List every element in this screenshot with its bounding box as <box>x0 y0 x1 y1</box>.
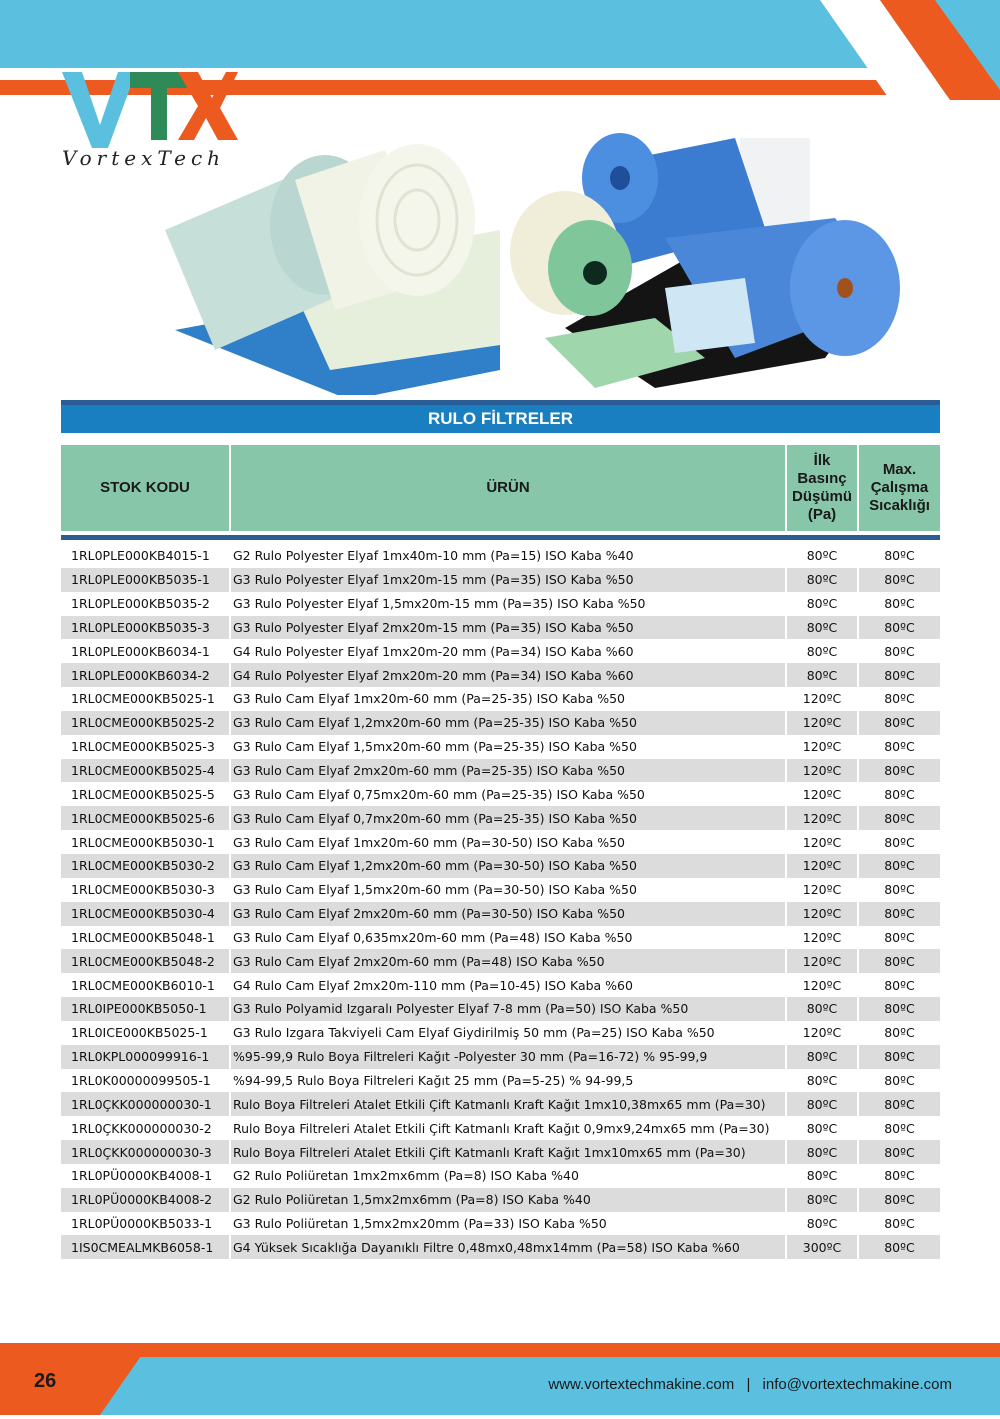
column-divider <box>785 663 787 687</box>
stock-code-cell: 1RL0CME000KB5025-6 <box>71 810 215 826</box>
max-temp-cell: 80ºC <box>884 1072 915 1088</box>
column-divider <box>857 1164 859 1188</box>
footer-page-tab <box>0 1343 150 1415</box>
column-divider <box>229 926 231 950</box>
column-divider <box>785 1140 787 1164</box>
stock-code-cell: 1RL0PLE000KB5035-2 <box>71 596 210 612</box>
column-divider <box>857 997 859 1021</box>
pressure-drop-cell: 80ºC <box>806 1001 838 1017</box>
max-temp-cell: 80ºC <box>884 929 915 945</box>
column-divider <box>857 711 859 735</box>
column-divider <box>229 1045 231 1069</box>
column-divider <box>785 639 787 663</box>
pressure-drop-cell: 300ºC <box>802 1239 842 1255</box>
pressure-drop-cell: 80ºC <box>806 572 838 588</box>
stock-code-cell: 1RL0CME000KB5025-4 <box>71 763 215 779</box>
table-row <box>61 1021 940 1045</box>
product-cell: G2 Rulo Polyester Elyaf 1mx40m-10 mm (Pa=15) ISO Kaba %40 <box>233 548 634 564</box>
table-row <box>61 639 940 663</box>
column-divider <box>229 1092 231 1116</box>
column-divider <box>229 639 231 663</box>
column-divider <box>785 544 787 568</box>
column-divider <box>857 878 859 902</box>
header-temp-line: Çalışma <box>870 479 929 496</box>
column-divider <box>229 759 231 783</box>
stock-code-cell: 1RL0CME000KB6010-1 <box>71 977 215 993</box>
table-row <box>61 711 940 735</box>
column-divider <box>785 830 787 854</box>
stock-code-cell: 1RL0PLE000KB5035-1 <box>71 572 210 588</box>
section-title-bar <box>61 400 940 433</box>
column-divider <box>785 854 787 878</box>
pressure-drop-cell: 80ºC <box>806 1144 838 1160</box>
column-divider <box>857 1092 859 1116</box>
product-cell: G3 Rulo Cam Elyaf 1,2mx20m-60 mm (Pa=25-35) ISO Kaba %50 <box>233 715 637 731</box>
column-divider <box>857 1116 859 1140</box>
column-divider <box>857 1212 859 1236</box>
product-cell: G3 Rulo Izgara Takviyeli Cam Elyaf Giydirilmiş 50 mm (Pa=25) ISO Kaba %50 <box>233 1025 715 1041</box>
stock-code-cell: 1RL0CME000KB5025-5 <box>71 786 215 802</box>
max-temp-cell: 80ºC <box>884 1192 915 1208</box>
table-row <box>61 1092 940 1116</box>
column-divider <box>785 949 787 973</box>
column-divider <box>229 997 231 1021</box>
pressure-drop-cell: 80ºC <box>806 1072 838 1088</box>
pressure-drop-cell: 120ºC <box>802 834 842 850</box>
max-temp-cell: 80ºC <box>884 786 915 802</box>
column-divider <box>785 687 787 711</box>
column-divider <box>229 1021 231 1045</box>
stock-code-cell: 1RL0CME000KB5048-1 <box>71 929 215 945</box>
pressure-drop-cell: 120ºC <box>802 739 842 755</box>
column-divider <box>229 1235 231 1259</box>
column-divider <box>857 687 859 711</box>
pressure-drop-cell: 80ºC <box>806 667 838 683</box>
column-divider <box>857 949 859 973</box>
stock-code-cell: 1RL0CME000KB5048-2 <box>71 953 215 969</box>
column-divider <box>857 759 859 783</box>
pressure-drop-cell: 80ºC <box>806 596 838 612</box>
table-row <box>61 902 940 926</box>
footer-band-orange <box>0 1343 1000 1357</box>
table-row <box>61 830 940 854</box>
max-temp-cell: 80ºC <box>884 834 915 850</box>
product-cell: G3 Rulo Polyester Elyaf 2mx20m-15 mm (Pa=35) ISO Kaba %50 <box>233 619 634 635</box>
product-cell: G3 Rulo Cam Elyaf 2mx20m-60 mm (Pa=30-50) ISO Kaba %50 <box>233 906 625 922</box>
column-divider <box>229 949 231 973</box>
stock-code-cell: 1RL0PLE000KB6034-1 <box>71 643 210 659</box>
pressure-drop-cell: 120ºC <box>802 786 842 802</box>
column-divider <box>229 663 231 687</box>
column-divider <box>785 973 787 997</box>
product-cell: G4 Rulo Polyester Elyaf 2mx20m-20 mm (Pa=34) ISO Kaba %60 <box>233 667 634 683</box>
pressure-drop-cell: 120ºC <box>802 763 842 779</box>
product-cell: G3 Rulo Cam Elyaf 0,7mx20m-60 mm (Pa=25-35) ISO Kaba %50 <box>233 810 637 826</box>
stock-code-cell: 1RL0IPE000KB5050-1 <box>71 1001 207 1017</box>
column-divider <box>229 544 231 568</box>
product-cell: G3 Rulo Cam Elyaf 1,2mx20m-60 mm (Pa=30-50) ISO Kaba %50 <box>233 858 637 874</box>
website-link[interactable]: www.vortextechmakine.com <box>548 1376 735 1393</box>
column-divider <box>229 687 231 711</box>
column-divider <box>857 1188 859 1212</box>
brand-name: VortexTech <box>62 146 226 170</box>
column-divider <box>857 806 859 830</box>
product-cell: G3 Rulo Cam Elyaf 1mx20m-60 mm (Pa=30-50) ISO Kaba %50 <box>233 834 625 850</box>
column-divider <box>229 592 231 616</box>
stock-code-cell: 1RL0PÜ0000KB4008-1 <box>71 1168 213 1184</box>
stock-code-cell: 1RL0CME000KB5030-3 <box>71 882 215 898</box>
max-temp-cell: 80ºC <box>884 1001 915 1017</box>
stock-code-cell: 1RL0CME000KB5025-2 <box>71 715 215 731</box>
column-divider <box>785 878 787 902</box>
product-cell: Rulo Boya Filtreleri Atalet Etkili Çift Katmanlı Kraft Kağıt 0,9mx9,24mx65 mm (Pa=30) <box>233 1120 770 1136</box>
pressure-drop-cell: 80ºC <box>806 1049 838 1065</box>
column-divider <box>857 830 859 854</box>
column-divider <box>229 878 231 902</box>
max-temp-cell: 80ºC <box>884 1096 915 1112</box>
column-divider <box>785 592 787 616</box>
table-row <box>61 782 940 806</box>
product-photo-filter-rolls-right <box>505 128 905 396</box>
column-divider <box>785 1212 787 1236</box>
column-divider <box>229 830 231 854</box>
column-divider <box>785 782 787 806</box>
max-temp-cell: 80ºC <box>884 953 915 969</box>
column-divider <box>785 711 787 735</box>
column-divider <box>857 1045 859 1069</box>
pressure-drop-cell: 120ºC <box>802 953 842 969</box>
table-row <box>61 1140 940 1164</box>
pressure-drop-cell: 120ºC <box>802 906 842 922</box>
column-divider <box>229 1069 231 1093</box>
pressure-drop-cell: 120ºC <box>802 929 842 945</box>
max-temp-cell: 80ºC <box>884 1216 915 1232</box>
max-temp-cell: 80ºC <box>884 882 915 898</box>
stock-code-cell: 1RL0PLE000KB4015-1 <box>71 548 210 564</box>
pressure-drop-cell: 80ºC <box>806 1120 838 1136</box>
max-temp-cell: 80ºC <box>884 763 915 779</box>
pressure-drop-cell: 80ºC <box>806 1216 838 1232</box>
column-divider <box>229 1212 231 1236</box>
product-cell: G2 Rulo Poliüretan 1mx2mx6mm (Pa=8) ISO Kaba %40 <box>233 1168 579 1184</box>
section-title: RULO FİLTRELER <box>427 409 574 428</box>
column-divider <box>857 782 859 806</box>
column-divider <box>785 568 787 592</box>
stock-code-cell: 1RL0PÜ0000KB4008-2 <box>71 1192 213 1208</box>
table-row <box>61 663 940 687</box>
max-temp-cell: 80ºC <box>884 596 915 612</box>
product-cell: G3 Rulo Poliüretan 1,5mx2mx20mm (Pa=33) ISO Kaba %50 <box>233 1216 607 1232</box>
product-cell: %95-99,9 Rulo Boya Filtreleri Kağıt -Polyester 30 mm (Pa=16-72) % 95-99,9 <box>233 1049 708 1065</box>
table-row <box>61 687 940 711</box>
column-divider <box>857 1021 859 1045</box>
column-divider <box>785 997 787 1021</box>
column-divider <box>785 1164 787 1188</box>
column-divider <box>857 735 859 759</box>
column-divider <box>229 711 231 735</box>
column-divider <box>229 973 231 997</box>
column-divider <box>857 592 859 616</box>
header-stock-code: STOK KODU <box>100 479 190 496</box>
table-row <box>61 592 940 616</box>
table-row <box>61 568 940 592</box>
column-divider <box>785 1235 787 1259</box>
column-divider <box>785 616 787 640</box>
pressure-drop-cell: 120ºC <box>802 810 842 826</box>
column-divider <box>857 663 859 687</box>
product-cell: G3 Rulo Cam Elyaf 0,75mx20m-60 mm (Pa=25-35) ISO Kaba %50 <box>233 786 645 802</box>
table-row <box>61 1069 940 1093</box>
stock-code-cell: 1RL0KPL000099916-1 <box>71 1049 210 1065</box>
column-divider <box>229 1140 231 1164</box>
table-row <box>61 973 940 997</box>
table-row <box>61 544 940 568</box>
product-cell: G2 Rulo Poliüretan 1,5mx2mx6mm (Pa=8) ISO Kaba %40 <box>233 1192 591 1208</box>
pressure-drop-cell: 80ºC <box>806 1168 838 1184</box>
column-divider <box>785 902 787 926</box>
product-cell: G3 Rulo Cam Elyaf 0,635mx20m-60 mm (Pa=48) ISO Kaba %50 <box>233 929 633 945</box>
stock-code-cell: 1RL0ICE000KB5025-1 <box>71 1025 208 1041</box>
product-cell: Rulo Boya Filtreleri Atalet Etkili Çift Katmanlı Kraft Kağıt 1mx10mx65 mm (Pa=30) <box>233 1144 746 1160</box>
header-pressure-line: (Pa) <box>807 506 837 523</box>
column-divider <box>229 1188 231 1212</box>
pressure-drop-cell: 80ºC <box>806 619 838 635</box>
stock-code-cell: 1RL0ÇKK000000030-3 <box>71 1144 212 1160</box>
product-cell: Rulo Boya Filtreleri Atalet Etkili Çift Katmanlı Kraft Kağıt 1mx10,38mx65 mm (Pa=30) <box>233 1096 766 1112</box>
column-divider <box>229 616 231 640</box>
pressure-drop-cell: 80ºC <box>806 1192 838 1208</box>
header-max-operating-temp <box>859 445 940 531</box>
pressure-drop-cell: 120ºC <box>802 882 842 898</box>
product-cell: G4 Rulo Polyester Elyaf 1mx20m-20 mm (Pa=34) ISO Kaba %60 <box>233 643 634 659</box>
footer-contact <box>548 1376 952 1393</box>
max-temp-cell: 80ºC <box>884 1168 915 1184</box>
header-rule <box>61 535 940 540</box>
max-temp-cell: 80ºC <box>884 643 915 659</box>
product-table-body <box>61 544 940 1259</box>
max-temp-cell: 80ºC <box>884 1239 915 1255</box>
max-temp-cell: 80ºC <box>884 715 915 731</box>
column-divider <box>229 902 231 926</box>
max-temp-cell: 80ºC <box>884 619 915 635</box>
product-photo-filter-rolls-left <box>155 120 500 395</box>
pressure-drop-cell: 120ºC <box>802 858 842 874</box>
table-row <box>61 806 940 830</box>
column-divider <box>857 973 859 997</box>
stock-code-cell: 1RL0PÜ0000KB5033-1 <box>71 1216 213 1232</box>
table-row <box>61 997 940 1021</box>
column-divider <box>857 616 859 640</box>
column-divider <box>229 568 231 592</box>
email-link[interactable]: info@vortextechmakine.com <box>762 1376 952 1393</box>
footer-separator: | <box>746 1376 751 1393</box>
max-temp-cell: 80ºC <box>884 906 915 922</box>
max-temp-cell: 80ºC <box>884 572 915 588</box>
table-row <box>61 1212 940 1236</box>
max-temp-cell: 80ºC <box>884 1144 915 1160</box>
stock-code-cell: 1RL0CME000KB5025-1 <box>71 691 215 707</box>
table-row <box>61 878 940 902</box>
column-divider <box>785 759 787 783</box>
max-temp-cell: 80ºC <box>884 810 915 826</box>
column-divider <box>229 1116 231 1140</box>
column-divider <box>229 854 231 878</box>
product-cell: G3 Rulo Cam Elyaf 1,5mx20m-60 mm (Pa=30-50) ISO Kaba %50 <box>233 882 637 898</box>
column-divider <box>229 782 231 806</box>
stock-code-cell: 1RL0CME000KB5030-1 <box>71 834 215 850</box>
column-divider <box>785 1116 787 1140</box>
max-temp-cell: 80ºC <box>884 1025 915 1041</box>
table-row <box>61 926 940 950</box>
pressure-drop-cell: 80ºC <box>806 1096 838 1112</box>
header-product: ÜRÜN <box>486 479 530 496</box>
stock-code-cell: 1RL0CME000KB5030-4 <box>71 906 215 922</box>
stock-code-cell: 1RL0K00000099505-1 <box>71 1072 211 1088</box>
column-divider <box>785 1188 787 1212</box>
table-row <box>61 759 940 783</box>
column-divider <box>785 1021 787 1045</box>
stock-code-cell: 1RL0CME000KB5030-2 <box>71 858 215 874</box>
table-row <box>61 1188 940 1212</box>
pressure-drop-cell: 120ºC <box>802 1025 842 1041</box>
pressure-drop-cell: 120ºC <box>802 691 842 707</box>
product-cell: G4 Rulo Cam Elyaf 2mx20m-110 mm (Pa=10-45) ISO Kaba %60 <box>233 977 633 993</box>
product-cell: G3 Rulo Cam Elyaf 1,5mx20m-60 mm (Pa=25-35) ISO Kaba %50 <box>233 739 637 755</box>
page-number: 26 <box>34 1370 57 1392</box>
stock-code-cell: 1RL0ÇKK000000030-2 <box>71 1120 212 1136</box>
pressure-drop-cell: 120ºC <box>802 715 842 731</box>
column-divider <box>229 806 231 830</box>
max-temp-cell: 80ºC <box>884 1120 915 1136</box>
column-divider <box>785 735 787 759</box>
header-initial-pressure-drop <box>787 445 857 531</box>
table-header <box>61 445 940 531</box>
header-pressure-line: Düşümü <box>792 488 852 505</box>
table-row <box>61 616 940 640</box>
table-row <box>61 854 940 878</box>
column-divider <box>857 902 859 926</box>
product-cell: G3 Rulo Polyamid Izgaralı Polyester Elyaf 7-8 mm (Pa=50) ISO Kaba %50 <box>233 1001 689 1017</box>
table-row <box>61 1116 940 1140</box>
column-divider <box>857 639 859 663</box>
stock-code-cell: 1RL0PLE000KB5035-3 <box>71 619 210 635</box>
max-temp-cell: 80ºC <box>884 1049 915 1065</box>
header-pressure-line: Basınç <box>797 470 847 487</box>
max-temp-cell: 80ºC <box>884 691 915 707</box>
product-cell: G3 Rulo Cam Elyaf 2mx20m-60 mm (Pa=48) ISO Kaba %50 <box>233 953 605 969</box>
max-temp-cell: 80ºC <box>884 858 915 874</box>
stock-code-cell: 1RL0ÇKK000000030-1 <box>71 1096 212 1112</box>
column-divider <box>857 926 859 950</box>
stock-code-cell: 1RL0PLE000KB6034-2 <box>71 667 210 683</box>
pressure-drop-cell: 80ºC <box>806 548 838 564</box>
column-divider <box>857 568 859 592</box>
stock-code-cell: 1IS0CMEALMKB6058-1 <box>71 1239 214 1255</box>
header-temp-line: Sıcaklığı <box>869 497 930 514</box>
column-divider <box>785 1092 787 1116</box>
column-divider <box>857 1140 859 1164</box>
product-cell: G3 Rulo Cam Elyaf 2mx20m-60 mm (Pa=25-35) ISO Kaba %50 <box>233 763 625 779</box>
table-row <box>61 1235 940 1259</box>
column-divider <box>857 1069 859 1093</box>
header-temp-line: Max. <box>882 461 917 478</box>
product-cell: G3 Rulo Polyester Elyaf 1mx20m-15 mm (Pa=35) ISO Kaba %50 <box>233 572 634 588</box>
header-pressure-line: İlk <box>813 452 831 469</box>
column-divider <box>785 1069 787 1093</box>
max-temp-cell: 80ºC <box>884 667 915 683</box>
max-temp-cell: 80ºC <box>884 977 915 993</box>
column-divider <box>229 1164 231 1188</box>
pressure-drop-cell: 120ºC <box>802 977 842 993</box>
table-row <box>61 1045 940 1069</box>
column-divider <box>857 544 859 568</box>
column-divider <box>785 806 787 830</box>
pressure-drop-cell: 80ºC <box>806 643 838 659</box>
product-cell: G3 Rulo Cam Elyaf 1mx20m-60 mm (Pa=25-35) ISO Kaba %50 <box>233 691 625 707</box>
column-divider <box>785 926 787 950</box>
table-row <box>61 949 940 973</box>
product-cell: G3 Rulo Polyester Elyaf 1,5mx20m-15 mm (Pa=35) ISO Kaba %50 <box>233 596 646 612</box>
column-divider <box>857 854 859 878</box>
column-divider <box>229 735 231 759</box>
table-row <box>61 735 940 759</box>
product-cell: G4 Yüksek Sıcaklığa Dayanıklı Filtre 0,48mx0,48mx14mm (Pa=58) ISO Kaba %60 <box>233 1239 740 1255</box>
stock-code-cell: 1RL0CME000KB5025-3 <box>71 739 215 755</box>
header-diagonal-stripes <box>760 0 1000 100</box>
table-row <box>61 1164 940 1188</box>
column-divider <box>857 1235 859 1259</box>
product-cell: %94-99,5 Rulo Boya Filtreleri Kağıt 25 mm (Pa=5-25) % 94-99,5 <box>233 1072 634 1088</box>
column-divider <box>785 1045 787 1069</box>
max-temp-cell: 80ºC <box>884 739 915 755</box>
max-temp-cell: 80ºC <box>884 548 915 564</box>
